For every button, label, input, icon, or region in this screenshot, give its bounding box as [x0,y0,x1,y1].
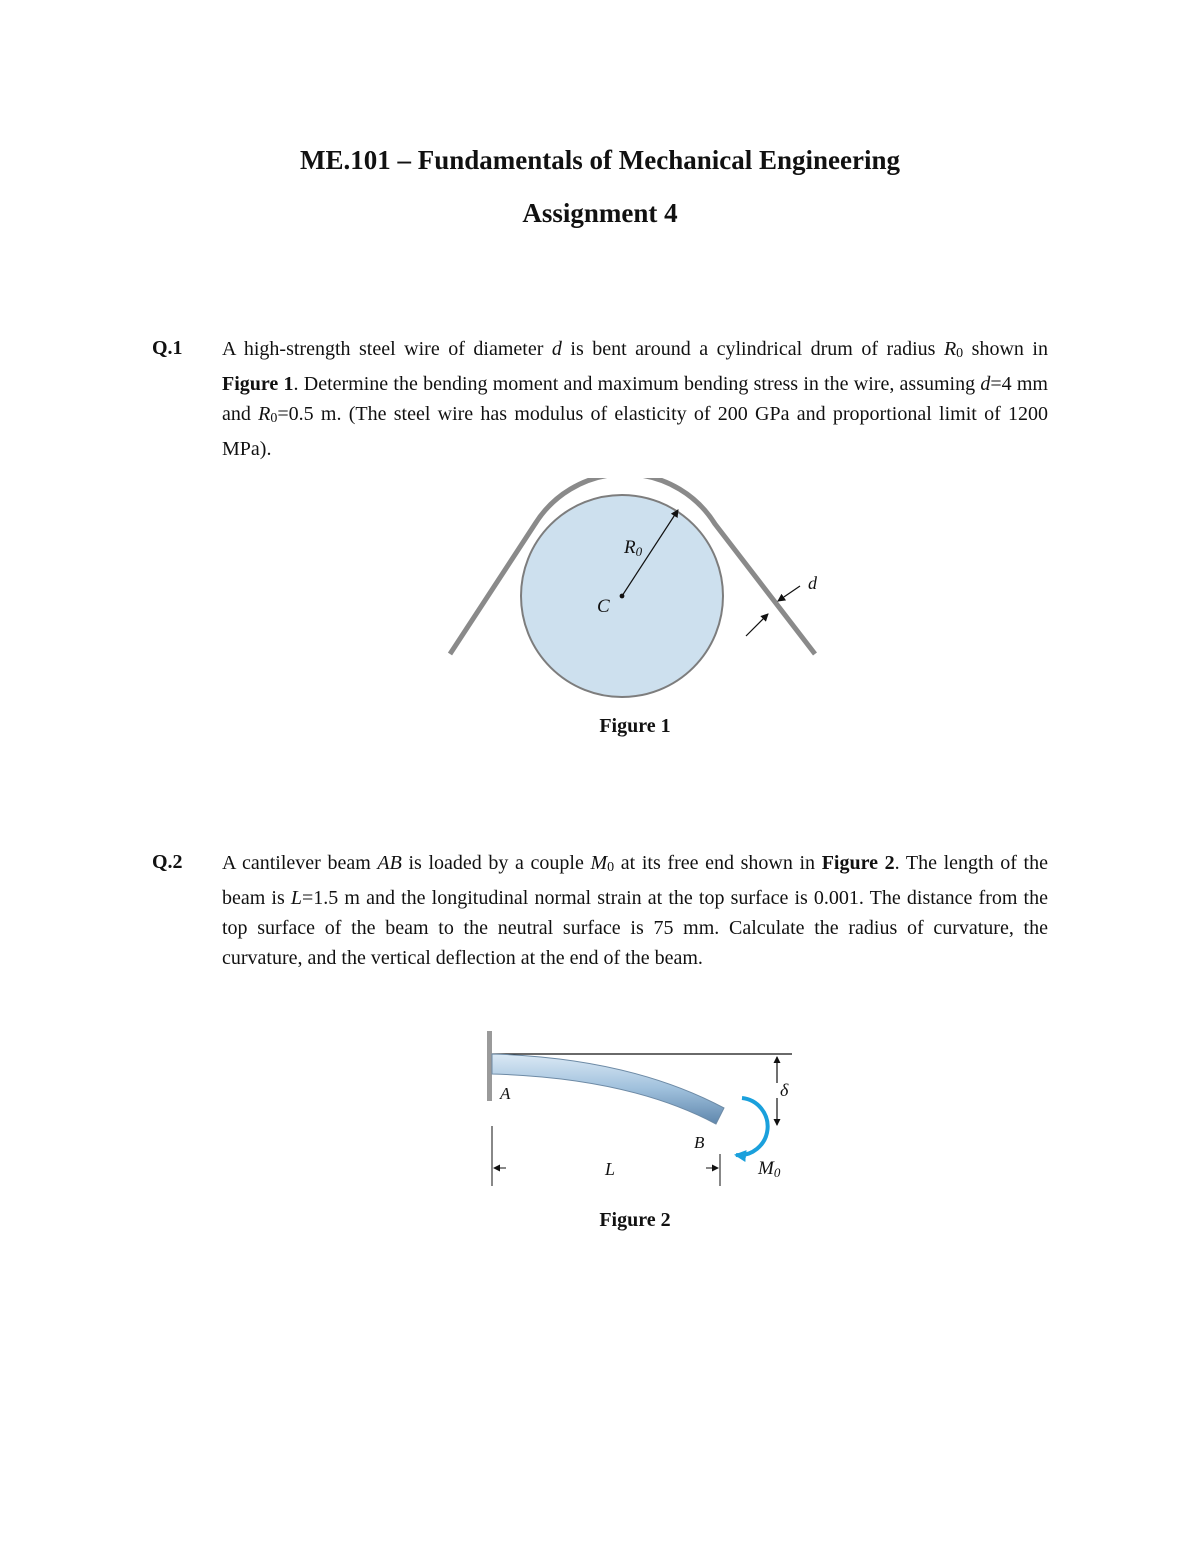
q1-subscript: 0 [270,411,278,426]
q2-text-part: A cantilever beam [222,852,378,874]
q2-text-part: at its free end shown in [614,852,822,874]
deflected-beam [492,1054,724,1124]
figure-2-cantilever-diagram [480,1028,810,1194]
course-title: ME.101 – Fundamentals of Mechanical Engineering [300,145,900,175]
q1-var-r: R [258,403,271,425]
q2-var-m: M [590,852,608,874]
question-1-number: Q.1 [152,337,183,359]
label-delta: δ [780,1080,789,1100]
q1-text-part: . Determine the bending moment and maximum bending stress in the wire, assuming [293,373,981,395]
q1-figure-ref: Figure 1 [222,373,294,395]
q2-var-l: L [290,887,303,909]
label-r0: R0 [624,537,643,559]
center-point [620,594,625,599]
label-a: A [500,1084,511,1103]
q2-text-part: =1.5 m and the longitudinal normal strain at the top surface is 0.001. The distance from the top surface of the beam to the neutral surface is 75 mm. Calculate the radius of curvature, the curvature, and the vertical deflection at the end of the beam. [222,887,1048,969]
d-arrow-inner [746,614,768,636]
q2-text-part: . The length of the beam is [222,852,1048,909]
label-m0: M0 [758,1158,781,1180]
q1-var-r: R [943,338,957,360]
q1-subscript: 0 [956,346,964,361]
q1-var-d: d [980,373,991,395]
label-l: L [605,1159,616,1179]
q2-figure-ref: Figure 2 [821,852,895,874]
label-d: d [808,573,817,593]
moment-arrow [736,1098,768,1155]
figure-2-caption: Figure 2 [599,1209,671,1231]
fixed-wall [487,1031,492,1101]
q1-text-part: =4 mm and [222,373,1048,425]
label-c: C [597,596,610,617]
q1-text-part: shown in [963,338,1048,360]
q2-var-ab: AB [377,852,402,874]
q1-var-d: d [551,338,562,360]
label-b: B [694,1133,705,1152]
question-2-number: Q.2 [152,851,183,873]
question-2-text [222,848,1048,973]
q2-text-part: is loaded by a couple [401,852,591,874]
assignment-title: Assignment 4 [522,198,678,228]
figure-1-caption: Figure 1 [599,715,671,737]
question-1-text [222,334,1048,464]
d-arrow-outer [778,586,800,601]
q1-text-part: =0.5 m. (The steel wire has modulus of elasticity of 200 GPa and proportional limit of 1200 MPa). [222,403,1048,460]
q2-subscript: 0 [607,860,615,875]
figure-1-drum-diagram [440,478,830,706]
q1-text-part: A high-strength steel wire of diameter [222,338,552,360]
q1-text-part: is bent around a cylindrical drum of radius [561,338,944,360]
